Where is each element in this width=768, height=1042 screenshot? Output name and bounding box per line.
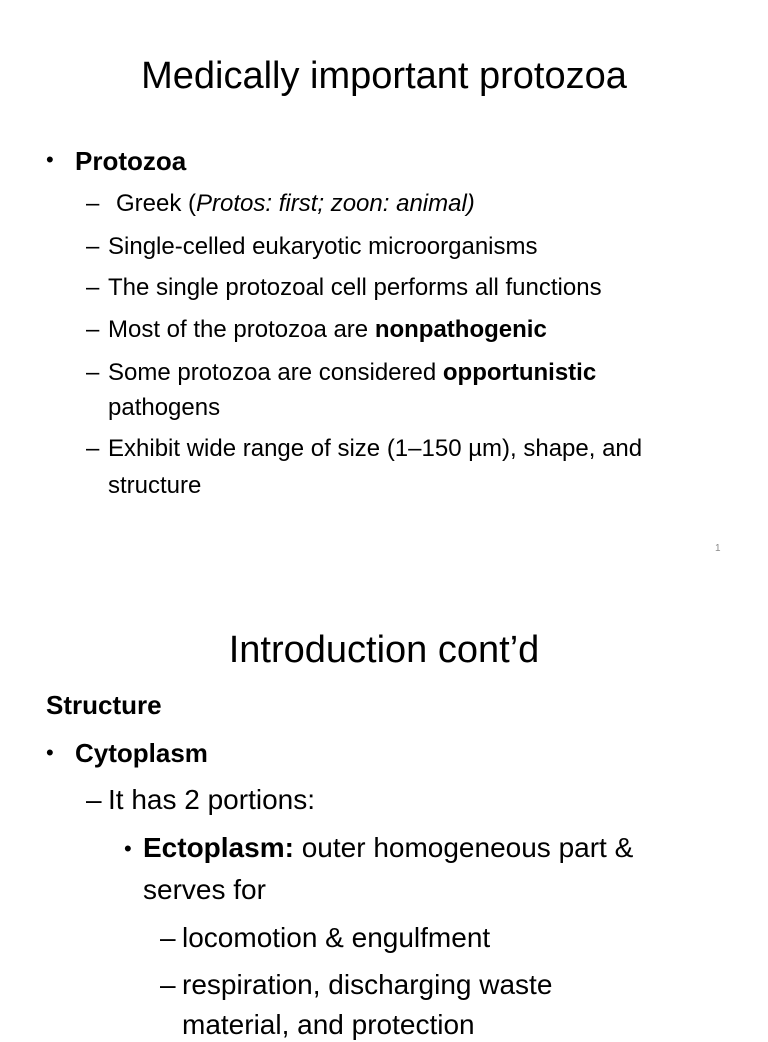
sub-material: material, and protection (182, 1009, 475, 1040)
item-nonpathogenic (108, 315, 547, 345)
item-opportunistic-cont: pathogens (108, 394, 221, 421)
dash: – (86, 233, 100, 260)
ectoplasm-term: Ectoplasm: (143, 832, 294, 863)
some-prefix: Some protozoa are considered (108, 359, 443, 386)
bullet-dot: • (124, 836, 132, 861)
slide2-title: Introduction cont’d (228, 629, 540, 671)
item-size-range: Exhibit wide range of size (1–150 µm), shape, and (108, 435, 643, 462)
item-size-range-cont: structure (108, 472, 202, 499)
dash: – (86, 359, 100, 386)
slide-number: 1 (715, 543, 721, 554)
item-opportunistic (108, 358, 596, 388)
dash: – (86, 784, 102, 815)
dash: – (160, 922, 176, 953)
item-ectoplasm-cont: serves for (143, 874, 266, 905)
dash: – (160, 969, 176, 1000)
bullet-cytoplasm: Cytoplasm (75, 738, 208, 768)
opportunistic-term: opportunistic (442, 359, 597, 386)
nonpathogenic-term: nonpathogenic (374, 316, 547, 343)
dash: – (86, 274, 100, 301)
dash: – (86, 190, 100, 217)
dash: – (86, 316, 100, 343)
item-ectoplasm (143, 831, 633, 865)
section-structure: Structure (46, 690, 162, 720)
greek-prefix: Greek ( (116, 190, 197, 217)
item-performs-functions: The single protozoal cell performs all functions (108, 274, 602, 301)
dash: – (86, 435, 100, 462)
bullet-dot: • (46, 740, 54, 765)
most-prefix: Most of the protozoa are (108, 316, 375, 343)
greek-etymology: Protos: first; zoon: animal) (196, 190, 475, 217)
sub-respiration: respiration, discharging waste (182, 969, 553, 1000)
slide1-title: Medically important protozoa (141, 55, 627, 97)
item-single-celled: Single-celled eukaryotic microorganisms (108, 233, 538, 260)
bullet-dot: • (46, 147, 54, 172)
ectoplasm-desc: outer homogeneous part & (293, 832, 634, 863)
sub-locomotion: locomotion & engulfment (182, 922, 491, 953)
bullet-protozoa: Protozoa (75, 146, 187, 176)
item-two-portions: It has 2 portions: (108, 784, 316, 815)
item-greek (116, 189, 475, 219)
